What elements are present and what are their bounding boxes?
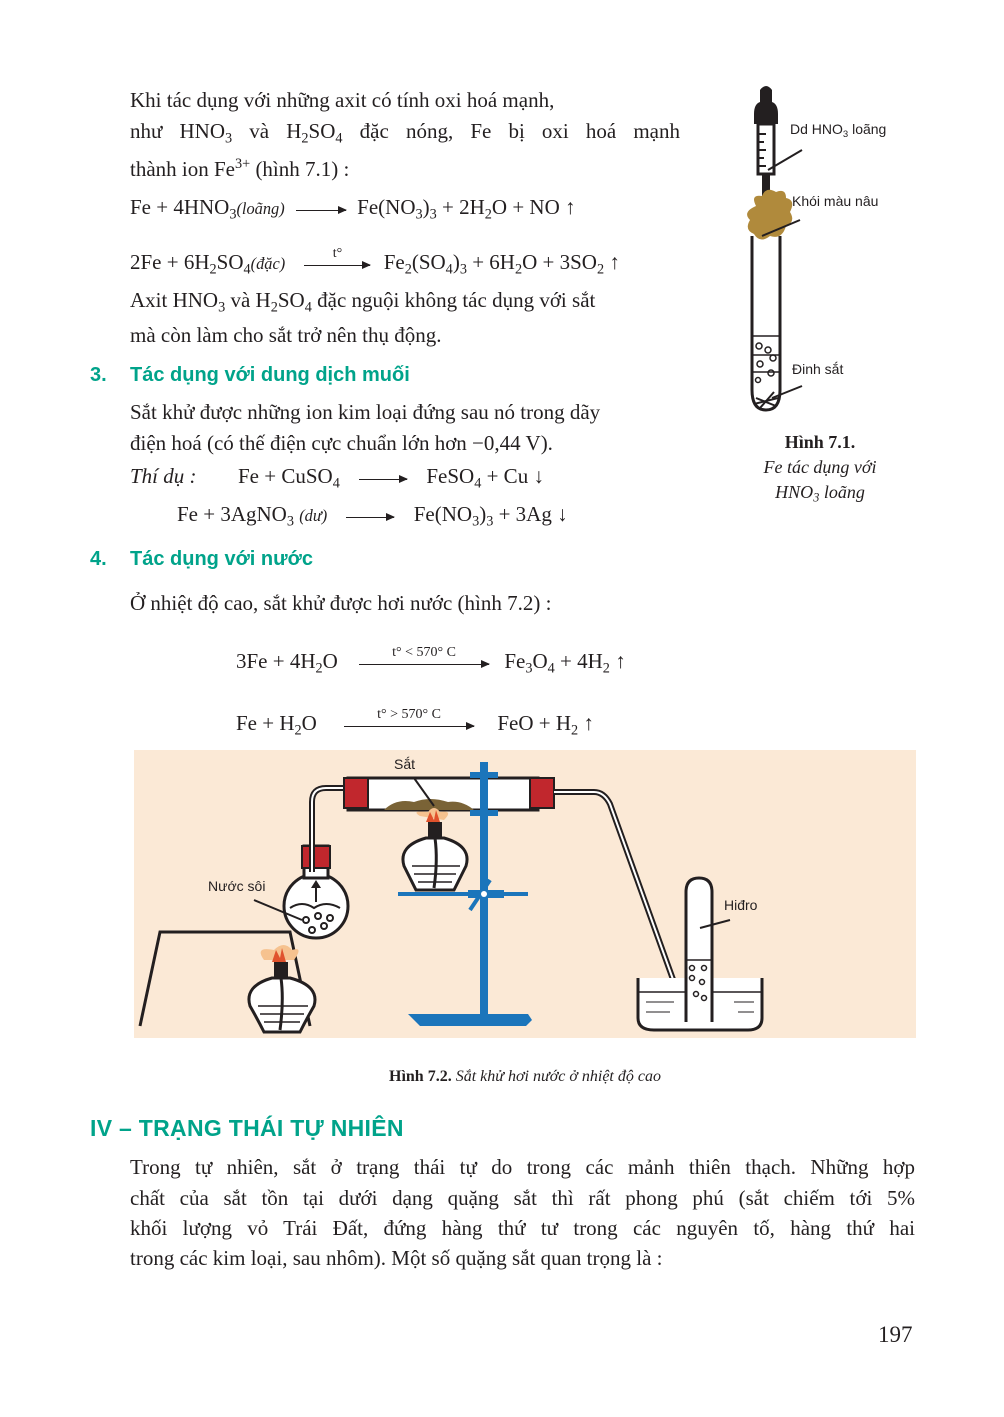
example-agno3: Fe + 3AgNO$_3$ (dư) $Fe(NO_3)_3 + 3Ag$ ↓: [177, 502, 568, 530]
caption-title: Hình 7.2.: [389, 1068, 452, 1085]
collecting-tube: [686, 878, 712, 1022]
section-3-line-2: điện hoá (có thế điện cực chuẩn lớn hơn −0,44 V).: [130, 431, 553, 455]
reaction-arrow: [359, 477, 407, 480]
section-iv-line: trong các kim loại, sau nhôm). Một số quặng sắt quan trọng là :: [130, 1246, 663, 1270]
alcohol-burner: [249, 945, 315, 1032]
label-iron: Sắt: [394, 756, 416, 772]
section-iv-line: chất của sắt tồn tại dưới dạng quặng sắt thì rất phong phú (sắt chiếm tới 5%: [130, 1186, 915, 1210]
intro-line-3: thành ion $Fe^{3+}$ (hình 7.1) :: [130, 156, 350, 181]
reaction-arrow: t°: [304, 263, 370, 266]
intro-line-2: như $HNO_3$ và $H_2SO_4$ đặc nóng, Fe bị oxi hoá mạnh: [130, 119, 680, 147]
passive-line-2: mà còn làm cho sắt trở nên thụ động.: [130, 323, 442, 347]
reaction-arrow: [346, 515, 394, 518]
equation-fe-h2o-high: $Fe + H_2O$ t° > 570° C FeO + $H_2$ ↑: [236, 706, 594, 739]
passive-line-1: Axit $HNO_3$ và $H_2SO_4$ đặc nguội không tác dụng với sắt: [130, 288, 596, 316]
intro-line-1: Khi tác dụng với những axit có tính oxi hoá mạnh,: [130, 88, 555, 112]
label-pointer: [772, 386, 802, 398]
section-iv-heading: IV – TRẠNG THÁI TỰ NHIÊN: [90, 1115, 404, 1141]
equation-fe-hno3: $Fe + 4HNO_3(loãng)$ $Fe(NO_3)_3 + 2H_2O$ + NO ↑: [130, 195, 576, 223]
caption-text: Sắt khử hơi nước ở nhiệt độ cao: [451, 1068, 661, 1085]
rubber-stopper: [302, 846, 330, 868]
figure-7-1: [720, 80, 920, 420]
rubber-stopper: [344, 778, 368, 808]
label-iron-nail: Đinh sắt: [792, 361, 844, 377]
round-bottom-flask: [284, 846, 348, 938]
section-3-heading: 3. Tác dụng với dung dịch muối: [90, 364, 410, 386]
section-4-heading: 4. Tác dụng với nước: [90, 548, 313, 570]
dropper-bulb: [754, 86, 778, 124]
equation-fe-h2o-low: $3Fe + 4H_2O$ t° < 570° C $Fe_3O_4 + 4H_2$ ↑: [236, 644, 626, 677]
caption-line: $HNO_3$ loãng: [775, 482, 865, 505]
reaction-arrow: t° < 570° C: [359, 662, 489, 665]
label-boiling-water: Nước sôi: [208, 878, 266, 894]
figure-7-1-caption: [720, 430, 920, 505]
figure-7-2: [134, 750, 916, 1038]
section-3-line-1: Sắt khử được những ion kim loại đứng sau nó trong dãy: [130, 400, 601, 424]
label-brown-smoke: Khói màu nâu: [792, 193, 879, 209]
section-iv-line: Trong tự nhiên, sắt ở trạng thái tự do trong các mảnh thiên thạch. Những hợp: [130, 1155, 915, 1179]
test-tube: [752, 236, 780, 410]
caption-line: Fe tác dụng với: [763, 457, 877, 477]
equation-fe-h2so4: $2Fe + 6H_2SO_4(đặc)$ t° $Fe_2(SO_4)_3 + 6H_2O + 3SO_2$ ↑: [130, 245, 620, 278]
reaction-arrow: t° > 570° C: [344, 724, 474, 727]
clamp-screw: [481, 891, 487, 897]
alcohol-burner: [403, 808, 467, 890]
rubber-stopper: [530, 778, 554, 808]
caption-title: Hình 7.1.: [784, 432, 856, 452]
section-4-line-1: Ở nhiệt độ cao, sắt khử được hơi nước (hình 7.2) :: [130, 591, 552, 615]
label-hydrogen: Hiđro: [724, 897, 758, 913]
page-number: 197: [878, 1322, 913, 1347]
steam-apparatus-illustration: [134, 750, 916, 1038]
example-cuso4: Thí dụ : Fe + CuSO$_4$ FeSO$_4$ + Cu ↓: [130, 464, 544, 492]
reaction-arrow: [296, 208, 346, 211]
figure-7-2-caption: [134, 1068, 916, 1086]
label-dilute-hno3: Dd $HNO_3$ loãng: [790, 121, 887, 140]
section-iv-line: khối lượng vỏ Trái Đất, đứng hàng thứ tư trong các nguyên tố, hàng thứ hai: [130, 1216, 915, 1240]
